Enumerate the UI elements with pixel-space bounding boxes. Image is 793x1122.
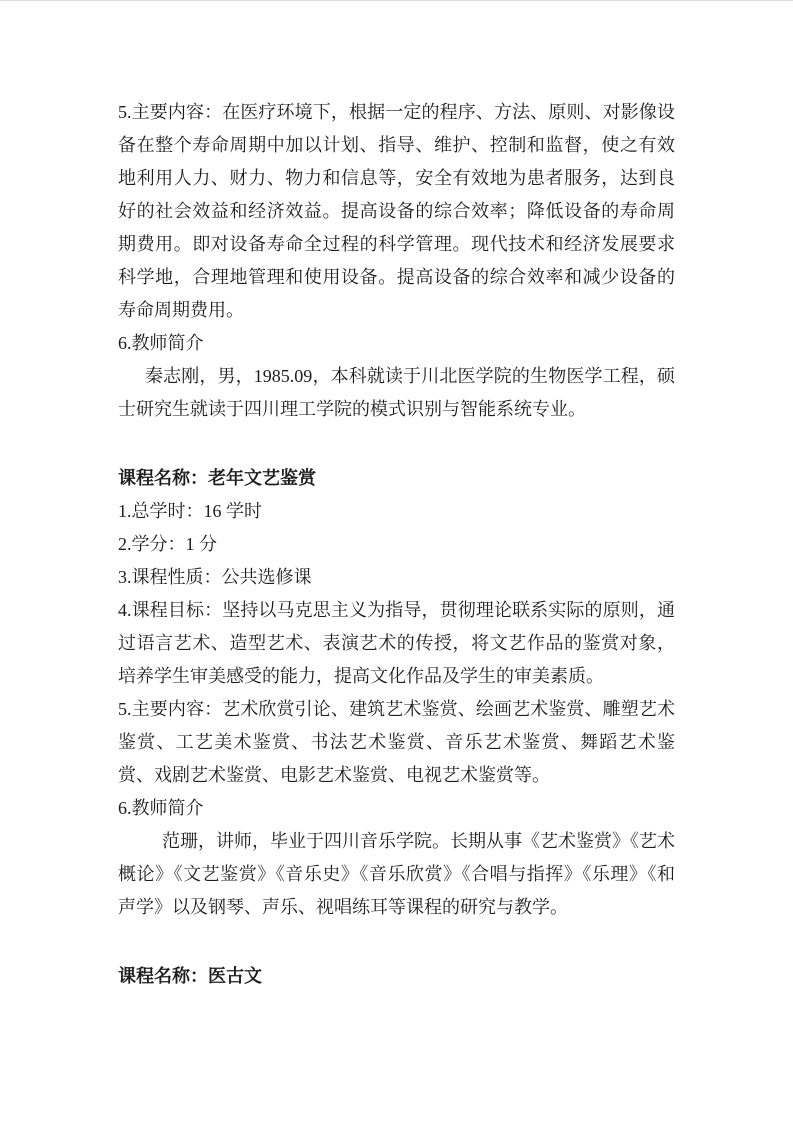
item-course-type: 3.课程性质：公共选修课: [118, 567, 312, 587]
item-main-content: 5.主要内容：艺术欣赏引论、建筑艺术鉴赏、绘画艺术鉴赏、雕塑艺术鉴赏、工艺美术鉴赏、书法艺术鉴赏、音乐艺术鉴赏、舞蹈艺术鉴赏、戏剧艺术鉴赏、电影艺术鉴赏、电视艺术鉴赏等。: [118, 699, 675, 785]
item-teacher-intro: 6.教师简介: [118, 798, 204, 818]
item-teacher-intro: 6.教师简介: [118, 333, 204, 353]
page-content: [0, 1, 793, 993]
item-total-hours: 1.总学时：16 学时: [118, 501, 262, 521]
course-title-heading: 课程名称：医古文: [118, 966, 262, 986]
item-main-content: 5.主要内容：在医疗环境下，根据一定的程序、方法、原则、对影像设备在整个寿命周期中加以计划、指导、维护、控制和监督，使之有效地利用人力、财力、物力和信息等，安全有效地为患者服务，达到良好的社会效益和经济效益。提高设备的综合效率；降低设备的寿命周期费用。即对设备寿命全过程的科学管理。现代技术和经济发展要求科学地，合理地管理和使用设备。提高设备的综合效率和减少设备的寿命周期费用。: [118, 102, 675, 320]
item-credits: 2.学分：1 分: [118, 534, 217, 554]
item-course-objectives: 4.课程目标：坚持以马克思主义为指导，贯彻理论联系实际的原则，通过语言艺术、造型艺术、表演艺术的传授，将文艺作品的鉴赏对象，培养学生审美感受的能力，提高文化作品及学生的审美素质。: [118, 600, 675, 686]
teacher-bio-paragraph: 秦志刚，男，1985.09，本科就读于川北医学院的生物医学工程，硕士研究生就读于四川理工学院的模式识别与智能系统专业。: [118, 366, 675, 419]
teacher-bio-paragraph: 范珊，讲师，毕业于四川音乐学院。长期从事《艺术鉴赏》《艺术概论》《文艺鉴赏》《音乐史》《音乐欣赏》《合唱与指挥》《乐理》《和声学》以及钢琴、声乐、视唱练耳等课程的研究与教学。: [118, 831, 675, 917]
course-title-heading: 课程名称：老年文艺鉴赏: [118, 468, 316, 488]
